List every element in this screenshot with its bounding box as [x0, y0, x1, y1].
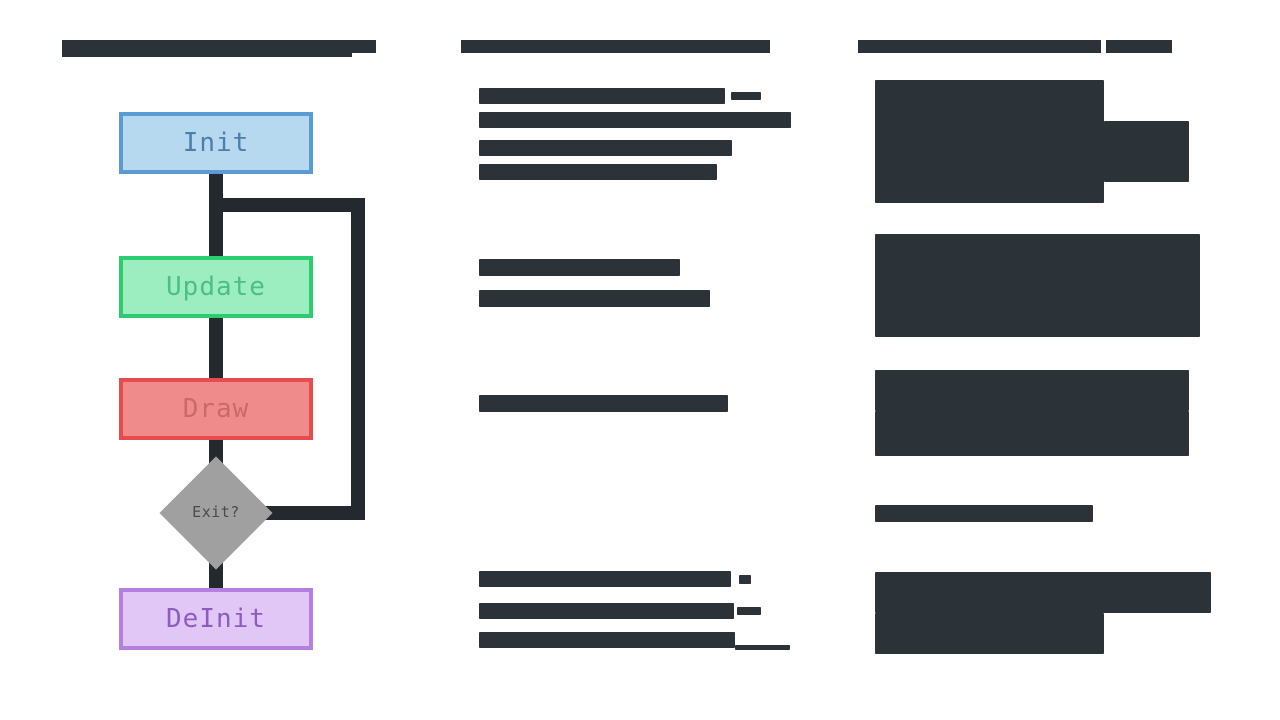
- edge-init-to-update: [209, 170, 223, 262]
- node-draw-label: Draw: [182, 394, 250, 424]
- node-exit-decision-label: Exit?: [192, 503, 240, 521]
- edge-loopback-vertical: [351, 198, 365, 520]
- right-heading-bar-2: [1106, 40, 1172, 53]
- text-line: [479, 88, 725, 104]
- text-line: [479, 395, 728, 412]
- code-rect: [1104, 121, 1189, 182]
- text-line: [479, 164, 717, 180]
- edge-update-to-draw: [209, 314, 223, 384]
- code-rect: [875, 613, 1104, 654]
- text-line: [735, 645, 790, 650]
- node-deinit[interactable]: [119, 588, 313, 650]
- text-line: [479, 571, 731, 587]
- node-init[interactable]: [119, 112, 313, 174]
- node-deinit-label: DeInit: [166, 604, 266, 634]
- code-rect: [875, 234, 1200, 337]
- middle-heading-bar-1: [461, 40, 770, 53]
- code-rect: [875, 411, 1189, 456]
- code-rect: [875, 80, 1104, 203]
- text-line: [479, 290, 710, 307]
- node-draw[interactable]: [119, 378, 313, 440]
- code-rect: [875, 505, 1093, 522]
- text-line: [479, 140, 732, 156]
- text-line: [479, 632, 735, 648]
- code-rect: [875, 370, 1189, 411]
- node-update-label: Update: [166, 272, 266, 302]
- text-line: [737, 607, 761, 615]
- text-line: [479, 259, 680, 276]
- node-init-label: Init: [182, 128, 250, 158]
- text-line: [731, 92, 761, 100]
- node-exit-decision[interactable]: [176, 473, 256, 553]
- node-update[interactable]: [119, 256, 313, 318]
- text-line: [479, 603, 734, 619]
- text-line: [739, 575, 751, 584]
- text-line: [479, 112, 791, 128]
- edge-loopback-horizontal-top: [216, 198, 365, 212]
- game-loop-flowchart: [0, 0, 430, 720]
- code-rect: [875, 572, 1211, 613]
- right-heading-bar-1: [858, 40, 1101, 53]
